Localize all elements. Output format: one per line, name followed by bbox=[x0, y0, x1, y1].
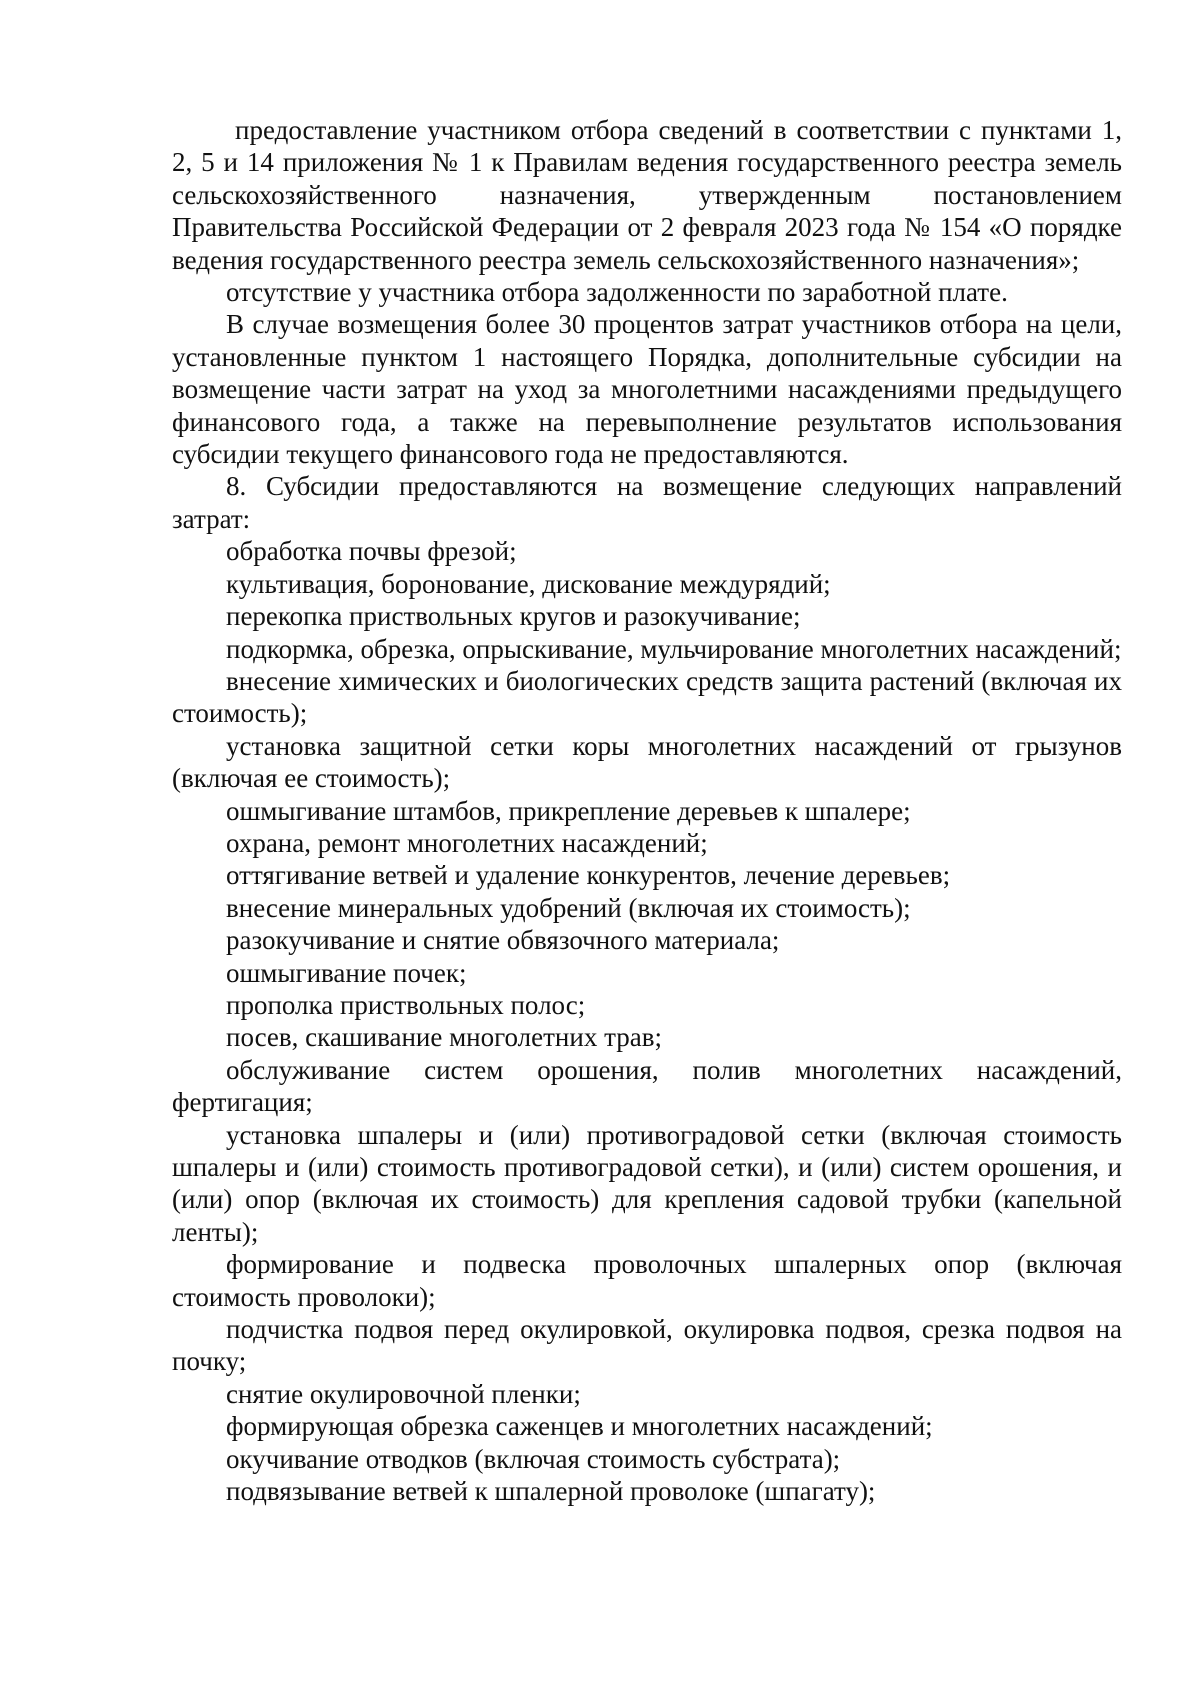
list-item: снятие окулировочной пленки; bbox=[226, 1378, 581, 1409]
list-item: подчистка подвоя перед окулировкой, окулировка подвоя, срезка подвоя на почку; bbox=[172, 1314, 1122, 1377]
list-item: обработка почвы фрезой; bbox=[226, 536, 517, 567]
list-item: охрана, ремонт многолетних насаждений; bbox=[226, 827, 708, 858]
list-item: подкормка, обрезка, опрыскивание, мульчирование многолетних насаждений; bbox=[226, 633, 1122, 664]
document-body bbox=[172, 114, 1122, 1507]
list-item: подвязывание ветвей к шпалерной проволоке (шпагату); bbox=[226, 1476, 876, 1507]
list-item: окучивание отводков (включая стоимость субстрата); bbox=[226, 1443, 841, 1474]
list-item: обслуживание систем орошения, полив многолетних насаждений, фертигация; bbox=[172, 1054, 1122, 1118]
list-item: посев, скашивание многолетних трав; bbox=[226, 1022, 662, 1053]
list-item: внесение химических и биологических средств защита растений (включая их стоимость); bbox=[172, 665, 1122, 729]
list-item: установка защитной сетки коры многолетних насаждений от грызунов (включая ее стоимость); bbox=[172, 730, 1122, 794]
list-item: разокучивание и снятие обвязочного материала; bbox=[226, 925, 780, 956]
list-item: внесение минеральных удобрений (включая их стоимость); bbox=[226, 892, 911, 923]
list-item: культивация, боронование, дискование междурядий; bbox=[226, 568, 831, 599]
paragraph: предоставление участником отбора сведений в соответствии с пунктами 1, 2, 5 и 14 приложения № 1 к Правилам ведения государственного реестра земель сельскохозяйственного назначения, утвержденным постановлением Правительства Российской Федерации от 2 февраля 2023 года № 154 «О порядке ведения государственного реестра земель сельскохозяйственного назначения»; bbox=[172, 115, 1122, 275]
list-item: прополка приствольных полос; bbox=[226, 989, 586, 1020]
list-item: перекопка приствольных кругов и разокучивание; bbox=[226, 601, 801, 632]
paragraph: В случае возмещения более 30 процентов затрат участников отбора на цели, установленные пунктом 1 настоящего Порядка, дополнительные субсидии на возмещение части затрат на уход за многолетними насаждениями предыдущего финансового года, а также на перевыполнение результатов использования субсидии текущего финансового года не предоставляются. bbox=[172, 309, 1122, 470]
paragraph: отсутствие у участника отбора задолженности по заработной плате. bbox=[226, 277, 1008, 308]
list-item: установка шпалеры и (или) противоградовой сетки (включая стоимость шпалеры и (или) стоимость противоградовой сетки), и (или) систем орошения, и (или) опор (включая их стоимость) для крепления садовой трубки (капельной ленты); bbox=[172, 1119, 1122, 1247]
list-item: оттягивание ветвей и удаление конкурентов, лечение деревьев; bbox=[226, 860, 951, 891]
list-item: формирование и подвеска проволочных шпалерных опор (включая стоимость проволоки); bbox=[172, 1249, 1122, 1312]
paragraph: 8. Субсидии предоставляются на возмещение следующих направлений затрат: bbox=[172, 471, 1122, 534]
list-item: ошмыгивание почек; bbox=[226, 957, 467, 988]
list-item: ошмыгивание штамбов, прикрепление деревьев к шпалере; bbox=[226, 795, 911, 826]
list-item: формирующая обрезка саженцев и многолетних насаждений; bbox=[226, 1411, 933, 1442]
